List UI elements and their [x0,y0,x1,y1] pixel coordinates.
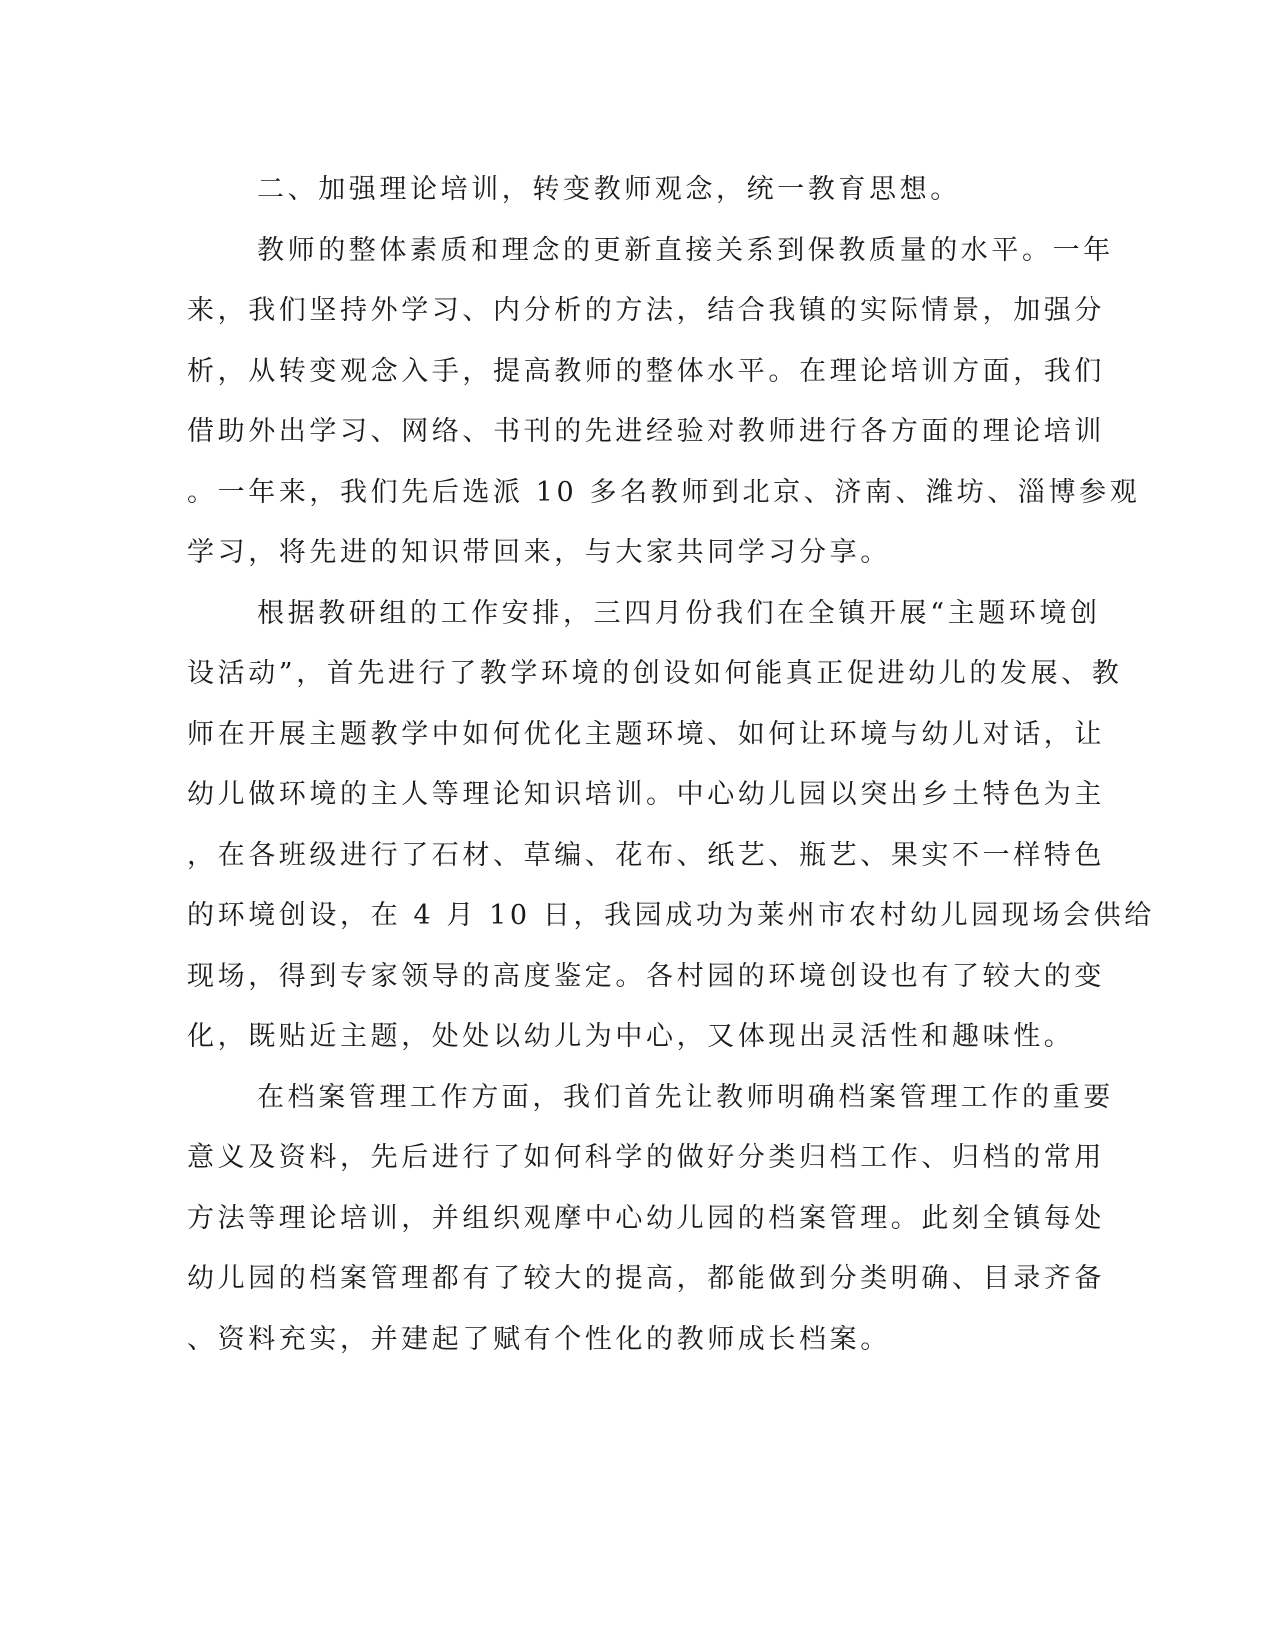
paragraph-line: 现场，得到专家领导的高度鉴定。各村园的环境创设也有了较大的变 [187,960,1105,992]
paragraph-line: 根据教研组的工作安排，三四月份我们在全镇开展“主题环境创 [257,597,1101,629]
paragraph-3 [187,1068,1114,1371]
paragraph-line: 借助外出学习、网络、书刊的先进经验对教师进行各方面的理论培训 [187,416,1105,447]
paragraph-line: 教师的整体素质和理念的更新直接关系到保教质量的水平。一年 [257,234,1114,266]
paragraph-1 [187,221,1141,584]
paragraph-line: 方法等理论培训，并组织观摩中心幼儿园的档案管理。此刻全镇每处 [187,1202,1105,1234]
paragraph-line: 设活动”，首先进行了教学环境的创设如何能真正促进幼儿的发展、教 [187,658,1123,689]
document-body [187,160,1155,1370]
paragraph-line: 析，从转变观念入手，提高教师的整体水平。在理论培训方面，我们 [187,355,1105,387]
paragraph-2 [187,584,1155,1068]
section-heading [187,160,1067,221]
paragraph-line: 化，既贴近主题，处处以幼儿为中心，又体现出灵活性和趣味性。 [187,1021,1075,1052]
paragraph-line: ，在各班级进行了石材、草编、花布、纸艺、瓶艺、果实不一样特色 [187,839,1105,871]
paragraph-line: 学习，将先进的知识带回来，与大家共同学习分享。 [187,537,891,568]
paragraph-line: 来，我们坚持外学习、内分析的方法，结合我镇的实际情景，加强分 [187,295,1105,326]
section-heading-text: 二、加强理论培训，转变教师观念，统一教育思想。 [257,174,961,205]
paragraph-line: 在档案管理工作方面，我们首先让教师明确档案管理工作的重要 [257,1081,1114,1113]
paragraph-line: 。一年来，我们先后选派 10 多名教师到北京、济南、潍坊、淄博参观 [187,476,1141,508]
paragraph-line: 、资料充实，并建起了赋有个性化的教师成长档案。 [187,1323,891,1355]
paragraph-line: 幼儿园的档案管理都有了较大的提高，都能做到分类明确、目录齐备 [187,1263,1105,1294]
paragraph-line: 师在开展主题教学中如何优化主题环境、如何让环境与幼儿对话，让 [187,718,1105,750]
paragraph-line: 幼儿做环境的主人等理论知识培训。中心幼儿园以突出乡土特色为主 [187,779,1105,810]
paragraph-line: 的环境创设，在 4 月 10 日，我园成功为莱州市农村幼儿园现场会供给 [187,900,1155,931]
paragraph-line: 意义及资料，先后进行了如何科学的做好分类归档工作、归档的常用 [187,1142,1105,1173]
